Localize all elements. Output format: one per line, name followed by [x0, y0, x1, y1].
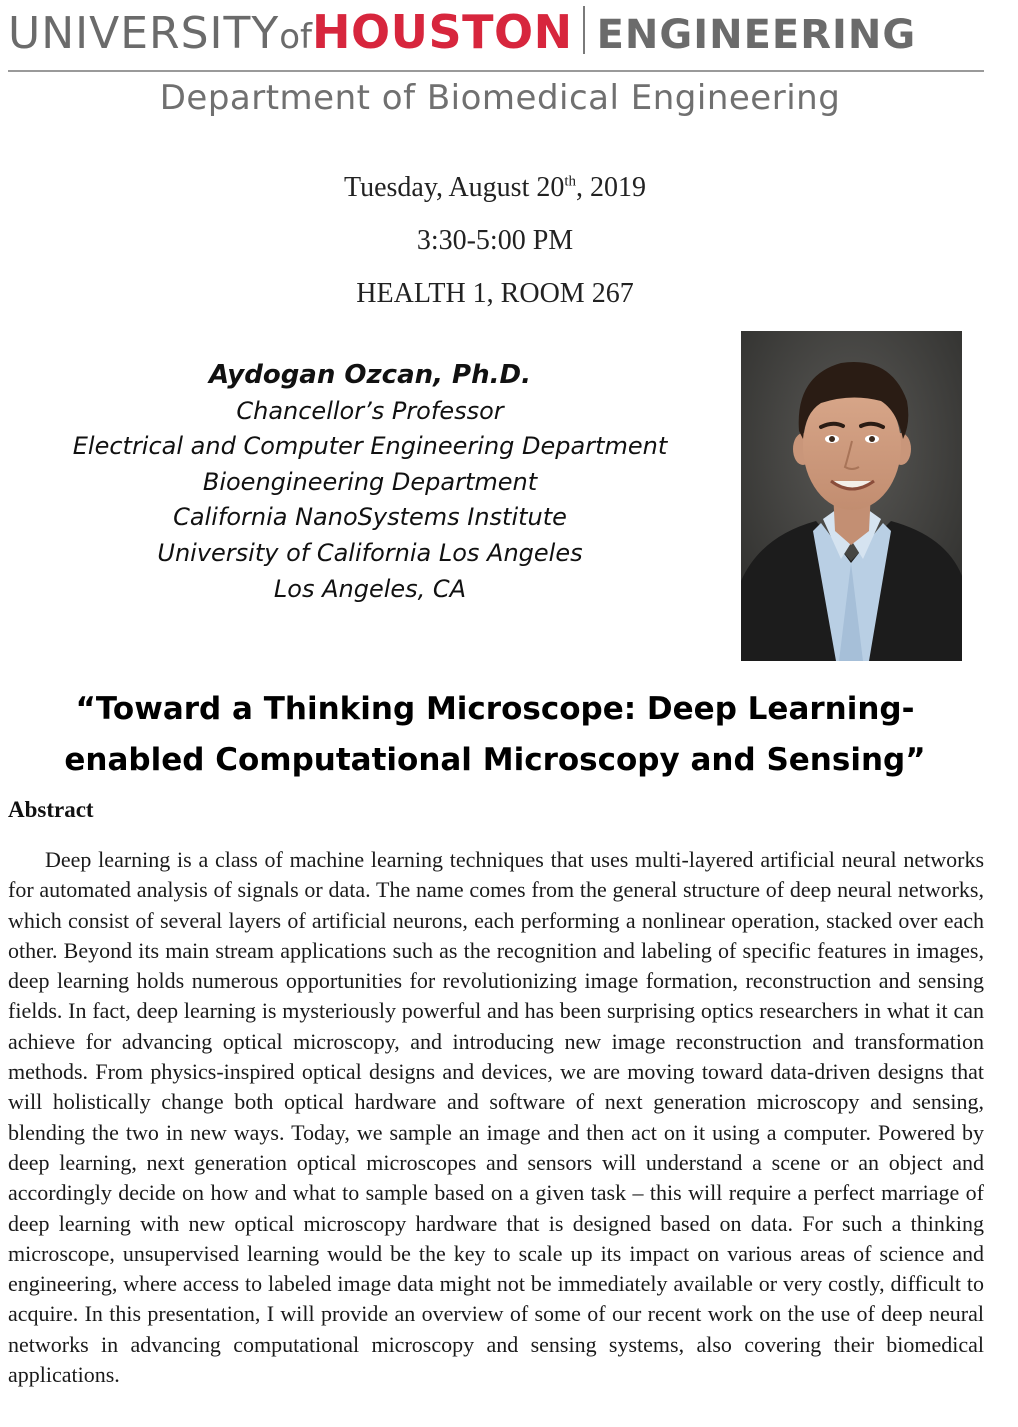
event-date-ordinal: th [564, 173, 577, 190]
speaker-affiliation: University of California Los Angeles [157, 538, 583, 567]
event-date-year: , 2019 [576, 172, 647, 203]
speaker-name: Aydogan Ozcan, Ph.D. [209, 360, 531, 390]
logo-engineering-text: ENGINEERING [596, 12, 917, 58]
logo-houston-text: HOUSTON [312, 5, 573, 59]
speaker-portrait-illustration [741, 331, 962, 661]
speaker-affiliation: Bioengineering Department [202, 467, 538, 496]
speaker-affiliation: Chancellor’s Professor [236, 396, 504, 425]
speaker-affiliation: Los Angeles, CA [273, 574, 467, 603]
event-date [0, 172, 990, 204]
university-logo [8, 2, 986, 68]
event-location: HEALTH 1, ROOM 267 [356, 278, 634, 309]
abstract-body: Deep learning is a class of machine learning techniques that uses multi-layered artificial neural networks for automated analysis of signals or data. The name comes from the general structure of deep neural networks, which consist of several layers of artificial neurons, each performing a nonlinear operation, stacked over each other. Beyond its main stream applications such as the recognition and labeling of specific features in images, deep learning holds numerous opportunities for revolutionizing image formation, reconstruction and sensing fields. In fact, deep learning is mysteriously powerful and has been surprising optics researchers in what it can achieve for advancing optical microscopy, and introducing new image reconstruction and transformation methods. From physics-inspired optical designs and devices, we are moving toward data-driven designs that will holistically change both optical hardware and software of next generation microscopy and sensing, blending the two in new ways. Today, we sample an image and then act on it using a computer. Powered by deep learning, next generation optical microscopes and sensors will understand a scene or an object and accordingly decide on how and what to sample based on a given task – this will require a perfect marriage of deep learning with new optical microscopy hardware that is designed based on data. For such a thinking microscope, unsupervised learning would be the key to scale up its impact on various areas of science and engineering, where access to labeled image data might not be immediately available or very costly, difficult to acquire. In this presentation, I will provide an overview of some of our recent work on the use of deep neural networks in advancing computational microscopy and sensing systems, also covering their biomedical applications. [8, 847, 984, 1388]
talk-title-line: “Toward a Thinking Microscope: Deep Learning- [75, 691, 915, 727]
speaker-photo [741, 331, 962, 661]
talk-title-line: enabled Computational Microscopy and Sensing” [64, 742, 926, 778]
department-name: Department of Biomedical Engineering [159, 78, 841, 118]
logo-divider [583, 6, 585, 54]
logo-university-text: UNIVERSITY [8, 8, 280, 59]
talk-title [0, 684, 990, 786]
header-divider [8, 70, 984, 72]
speaker-affiliation: California NanoSystems Institute [173, 503, 567, 532]
event-time: 3:30-5:00 PM [416, 225, 574, 256]
logo-of-text: of [279, 17, 313, 57]
speaker-info [40, 358, 700, 607]
event-date-text: Tuesday, August 20 [343, 172, 565, 203]
abstract-heading: Abstract [8, 797, 94, 822]
speaker-affiliation: Electrical and Computer Engineering Department [72, 432, 668, 461]
